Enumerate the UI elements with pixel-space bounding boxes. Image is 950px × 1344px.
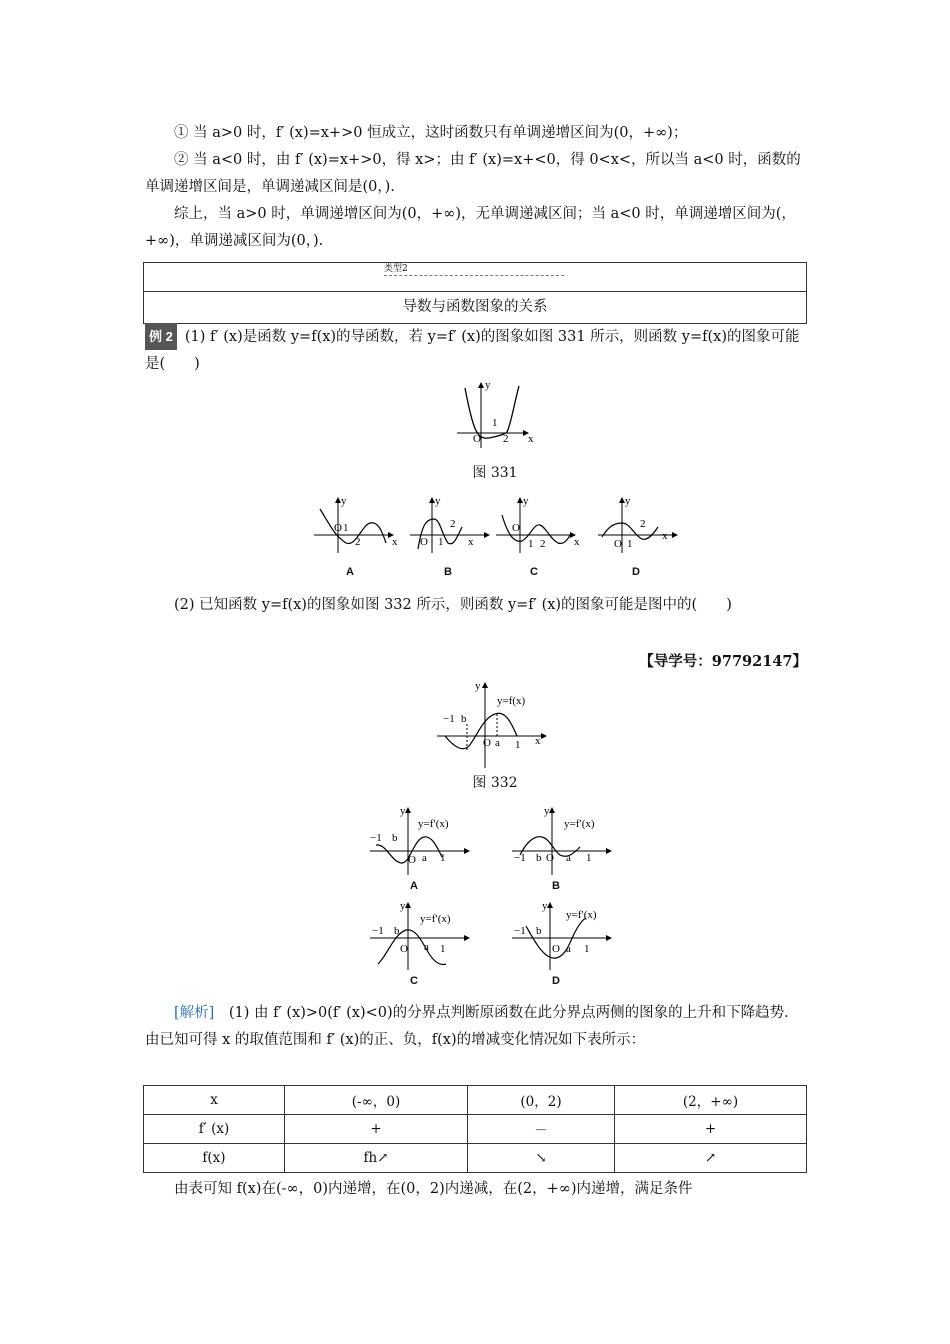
q1-option-d-graph — [596, 495, 682, 557]
table-row: f′ (x) + － + — [144, 1115, 807, 1144]
svg-text:x: x — [535, 735, 541, 747]
svg-text:1: 1 — [343, 522, 349, 534]
svg-text:y: y — [523, 495, 529, 507]
svg-text:O: O — [400, 943, 408, 955]
svg-text:1: 1 — [586, 852, 592, 864]
svg-text:b: b — [392, 832, 398, 844]
table-row: x (-∞，0) (0，2) (2，+∞) — [144, 1086, 807, 1115]
svg-text:O: O — [408, 854, 416, 866]
solution-conclusion: 由表可知 f(x)在(-∞，0)内递增，在(0，2)内递减，在(2，+∞)内递增，满足条件 — [174, 1181, 693, 1197]
svg-text:y: y — [544, 805, 550, 817]
figure-332 — [435, 680, 555, 770]
svg-text:O: O — [334, 522, 342, 534]
svg-text:1: 1 — [438, 536, 444, 548]
svg-text:−1: −1 — [372, 925, 384, 937]
svg-text:a: a — [566, 852, 571, 864]
q1-option-b-graph — [408, 495, 494, 557]
fig331-caption: 图 331 — [472, 465, 518, 481]
svg-text:y=f′(x): y=f′(x) — [420, 913, 451, 925]
fig331-y: y — [485, 380, 491, 391]
q1-option-b[interactable]: B — [444, 566, 452, 578]
paragraph-case-1: ① 当 a>0 时，f′ (x)=x+>0 恒成立，这时函数只有单调递增区间为(0，+∞)； — [174, 125, 688, 141]
svg-text:x: x — [468, 536, 474, 548]
svg-text:x: x — [662, 530, 668, 542]
svg-text:1: 1 — [627, 538, 633, 550]
paragraph-case-2: ② 当 a<0 时，由 f′ (x)=x+>0，得 x>；由 f′ (x)=x+<0，得 0<x<，所以当 a<0 时，函数的单调递增区间是，单调递减区间是(0，). — [145, 152, 801, 195]
svg-text:1: 1 — [440, 943, 446, 955]
type-tag: 类型2 — [384, 263, 564, 276]
svg-text:O: O — [420, 536, 428, 548]
svg-text:2: 2 — [640, 518, 646, 530]
example-question-2: (2) 已知函数 y=f(x)的图象如图 332 所示，则函数 y=f′ (x)的图象可能是图中的( ) — [174, 597, 732, 613]
figure-331 — [455, 380, 535, 450]
svg-text:O: O — [546, 852, 554, 864]
q2-option-b-graph — [510, 805, 620, 877]
svg-text:y: y — [625, 495, 631, 507]
svg-text:y: y — [341, 495, 347, 507]
svg-text:y: y — [400, 900, 406, 912]
solution-paragraph: [解析] (1) 由 f′ (x)>0(f′ (x)<0)的分界点判断原函数在此分界点两侧的图象的上升和下降趋势．由已知可得 x 的取值范围和 f′ (x)的正、负，f(x)的增减变化情况如下表所示： — [145, 1005, 799, 1048]
svg-text:a: a — [566, 943, 571, 955]
svg-text:y: y — [475, 680, 481, 692]
table-row: f(x) fh↗ ↘ ↗ — [144, 1144, 807, 1173]
svg-text:y: y — [435, 495, 441, 507]
svg-text:O: O — [552, 943, 560, 955]
svg-text:a: a — [495, 737, 500, 749]
q1-option-c[interactable]: C — [530, 566, 538, 578]
q2-option-a-graph — [368, 805, 478, 877]
svg-text:x: x — [392, 536, 398, 548]
q1-option-a-graph — [312, 495, 398, 557]
paragraph-summary: 综上，当 a>0 时，单调递增区间为(0，+∞)，无单调递减区间；当 a<0 时，单调递增区间为(，+∞)，单调递减区间为(0，). — [145, 206, 796, 249]
q2-option-a[interactable]: A — [410, 880, 418, 892]
svg-text:−1: −1 — [443, 713, 455, 725]
svg-text:x: x — [574, 536, 580, 548]
svg-text:y=f′(x): y=f′(x) — [418, 818, 449, 830]
q2-option-d-graph — [510, 900, 620, 972]
svg-text:2: 2 — [450, 518, 456, 530]
fig331-x: x — [528, 433, 534, 445]
q2-option-c-graph — [368, 900, 478, 972]
fig331-1: 1 — [492, 417, 498, 429]
svg-text:1: 1 — [584, 943, 590, 955]
type-box — [143, 262, 807, 324]
example-question-1: 例 2 (1) f′ (x)是函数 y=f(x)的导函数，若 y=f′ (x)的图象如图 331 所示，则函数 y=f(x)的图象可能是( ) — [145, 323, 807, 378]
type-title: 导数与函数图象的关系 — [402, 299, 548, 315]
svg-text:y: y — [400, 805, 406, 817]
sign-table — [143, 1085, 807, 1173]
q2-option-b[interactable]: B — [552, 880, 560, 892]
svg-text:b: b — [536, 925, 542, 937]
solution-tag: [解析] — [174, 1005, 215, 1021]
svg-text:2: 2 — [540, 538, 546, 550]
svg-text:a: a — [422, 852, 427, 864]
svg-text:−1: −1 — [370, 832, 382, 844]
svg-text:a: a — [424, 941, 429, 953]
q2-option-c[interactable]: C — [410, 975, 418, 987]
svg-text:2: 2 — [355, 536, 361, 548]
fig332-caption: 图 332 — [472, 775, 518, 791]
svg-text:O: O — [483, 737, 491, 749]
svg-text:b: b — [461, 713, 467, 725]
fig331-2: 2 — [503, 433, 509, 445]
svg-text:1: 1 — [440, 852, 446, 864]
example-badge: 例 2 — [145, 323, 177, 350]
guide-number: 【导学号：97792147】 — [639, 653, 807, 670]
svg-text:O: O — [512, 522, 520, 534]
fig331-o: O — [473, 433, 481, 445]
q1-option-c-graph — [494, 495, 580, 557]
q2-option-d[interactable]: D — [552, 975, 560, 987]
svg-text:O: O — [614, 538, 622, 550]
q1-option-a[interactable]: A — [346, 566, 354, 578]
svg-text:y=f′(x): y=f′(x) — [566, 909, 597, 921]
svg-text:y: y — [542, 900, 548, 912]
svg-text:1: 1 — [528, 538, 534, 550]
svg-text:b: b — [394, 925, 400, 937]
q1-option-d[interactable]: D — [632, 566, 640, 578]
svg-text:y=f′(x): y=f′(x) — [564, 818, 595, 830]
svg-text:−1: −1 — [514, 852, 526, 864]
fig332-yf: y=f(x) — [497, 695, 526, 707]
svg-text:1: 1 — [515, 739, 521, 751]
svg-text:−1: −1 — [514, 925, 526, 937]
svg-text:b: b — [536, 852, 542, 864]
